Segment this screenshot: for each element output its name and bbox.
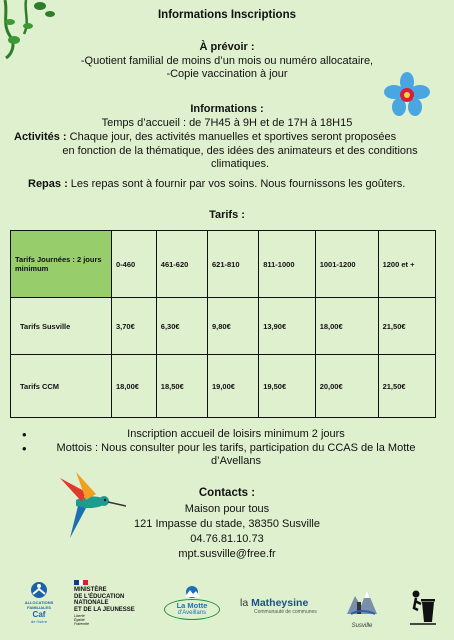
matheysine-sub: Communauté de communes: [254, 609, 317, 615]
lamotte-logo: [164, 586, 220, 628]
table-cell: 13,90€: [259, 298, 315, 355]
table-cell: 6,30€: [156, 298, 207, 355]
tarifs-heading: Tarifs :: [209, 209, 245, 221]
informations-section: [0, 103, 454, 130]
table-cell: 18,50€: [156, 355, 207, 418]
mountain-icon: [181, 586, 203, 598]
prevoir-line-quotient: -Quotient familial de moins d’un mois ou numéro allocataire,: [80, 54, 374, 67]
table-header-cell: Tarifs Journées : 2 jours minimum: [11, 231, 112, 298]
contact-phone: 04.76.81.10.73: [190, 533, 264, 545]
table-header-cell: 461-620: [156, 231, 207, 298]
table-cell: 9,80€: [208, 298, 259, 355]
french-flag-icon: [74, 580, 88, 585]
matheysine-logo: [240, 598, 330, 622]
repas-text: Les repas sont à fournir par vos soins. Nous fournissons les goûters.: [67, 178, 406, 190]
table-header-cell: 1001-1200: [315, 231, 378, 298]
note-mottois: • Mottois : Nous consulter pour les tarifs, participation du CCAS de la Motte d’Avellans: [22, 442, 432, 469]
ministere-line-1: MINISTÈRE: [74, 587, 107, 593]
ministere-line-3: NATIONALE: [74, 600, 109, 606]
contact-email[interactable]: mpt.susville@free.fr: [178, 548, 276, 560]
table-header-cell: 811-1000: [259, 231, 315, 298]
contacts-section: [0, 486, 454, 562]
matheysine-main: Matheysine: [251, 597, 309, 609]
trash-bin-icon: [406, 588, 438, 626]
table-header-cell: 1200 et +: [378, 231, 435, 298]
matheysine-prefix: la: [240, 597, 252, 609]
prevoir-section: [0, 41, 454, 82]
informations-heading: Informations :: [190, 103, 264, 115]
table-cell: Tarifs CCM: [11, 355, 112, 418]
susville-label: Susville: [351, 623, 373, 629]
accueil-hours: Temps d’accueil : de 7H45 à 9H et de 17H à 18H15: [101, 116, 353, 129]
table-cell: Tarifs Susville: [11, 298, 112, 355]
prevoir-line-vaccination: -Copie vaccination à jour: [166, 68, 288, 80]
table-cell: 19,50€: [259, 355, 315, 418]
table-row: [11, 298, 436, 355]
table-cell: 21,50€: [378, 298, 435, 355]
ministere-line-2: DE L'ÉDUCATION: [74, 593, 125, 600]
ministere-logo: [74, 580, 150, 630]
page-title: Informations Inscriptions: [157, 9, 296, 21]
note-inscription: • Inscription accueil de loisirs minimum 2 jours: [22, 428, 432, 442]
matheysine-title: [240, 598, 330, 609]
notes-list: [22, 428, 432, 469]
activites-label: Activités :: [14, 131, 67, 143]
caf-line-2: Caf: [32, 610, 46, 619]
caf-line-3: de l'Isère: [30, 619, 48, 624]
activites-text-1: Chaque jour, des activités manuelles et sportives seront proposées: [66, 131, 397, 143]
table-cell: 18,00€: [112, 355, 157, 418]
prevoir-heading: À prévoir :: [199, 41, 255, 53]
table-cell: 3,70€: [112, 298, 157, 355]
lamotte-line-1: La Motte: [176, 601, 208, 610]
caf-logo: [19, 580, 59, 628]
tarifs-table: [10, 230, 436, 418]
susville-logo: [344, 584, 380, 630]
ministere-motto-2: Égalité: [74, 618, 85, 622]
contact-address: 121 Impasse du stade, 38350 Susville: [134, 518, 320, 530]
table-header-cell: 621-810: [208, 231, 259, 298]
lamotte-line-2: d'Aveillans: [177, 610, 207, 616]
table-cell: 20,00€: [315, 355, 378, 418]
repas-label: Repas :: [28, 178, 68, 190]
table-header-row: [11, 231, 436, 298]
caf-line-1: ALLOCATIONS FAMILIALES: [24, 600, 54, 610]
ministere-motto-3: Fraternité: [74, 622, 89, 626]
susville-emblem-icon: [345, 584, 379, 618]
activites-paragraph: [14, 131, 444, 172]
repas-paragraph: [28, 178, 405, 190]
ministere-motto-1: Liberté: [74, 614, 85, 618]
caf-emblem-icon: [27, 580, 51, 600]
contacts-heading: Contacts :: [198, 487, 256, 499]
table-row: [11, 355, 436, 418]
table-cell: 19,00€: [208, 355, 259, 418]
table-cell: 18,00€: [315, 298, 378, 355]
ministere-line-4: ET DE LA JEUNESSE: [74, 606, 135, 613]
contact-name: Maison pour tous: [184, 503, 270, 515]
table-cell: 21,50€: [378, 355, 435, 418]
table-header-cell: 0-460: [112, 231, 157, 298]
activites-text-2: en fonction de la thématique, des idées des animateurs et des conditions climatiques.: [62, 144, 418, 170]
